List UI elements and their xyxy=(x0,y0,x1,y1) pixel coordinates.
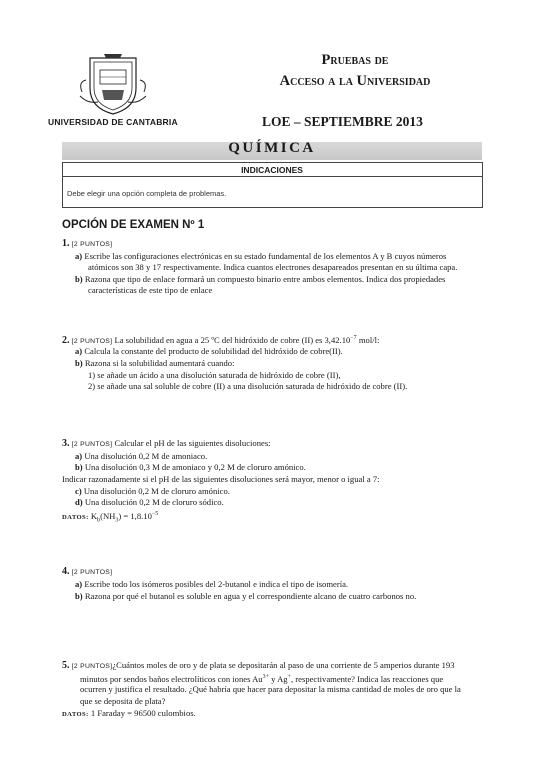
instructions-text: Debe elegir una opción completa de problemas. xyxy=(67,189,227,198)
question-1 xyxy=(62,238,112,250)
question-3: 3. [2 PUNTOS] Calcular el pH de las siguientes disoluciones: xyxy=(62,438,271,449)
question-1-part-b-cont: características de este tipo de enlace xyxy=(88,285,213,295)
question-4-part-b: b) Razona por qué el butanol es soluble en agua y el correspondiente alcano de cuatro carbonos no. xyxy=(75,591,417,601)
question-2: 2. [2 PUNTOS] La solubilidad en agua a 25 ºC del hidróxido de cobre (II) es $3,42.10^{-7}$ mol/l: xyxy=(62,334,380,346)
question-2-part-b2: 2) se añade una sal soluble de cobre (II) a una disolución saturada de hidróxido de cobre (II). xyxy=(88,381,408,391)
question-2-part-b: b) Razona si la solubilidad aumentará cuando: xyxy=(75,358,235,368)
question-3-part-b: b) Una disolución 0,3 M de amoniaco y 0,2 M de cloruro amónico. xyxy=(75,462,306,472)
university-seal xyxy=(78,52,148,116)
question-5-line3: ocurren y justifica el resultado. ¿Qué habría que hacer para depositar la misma cantidad de moles de oro que la xyxy=(80,684,461,694)
question-1-part-a: a) Escribe las configuraciones electrónicas en su estado fundamental de los elementos A y B cuyos números xyxy=(75,251,447,261)
question-3-mid: Indicar razonadamente si el pH de las siguientes disoluciones será mayor, menor o igual a 7: xyxy=(62,474,380,484)
question-4-part-a: a) Escribe todo los isómeros posibles del 2-butanol e indica el tipo de isomería. xyxy=(75,579,349,589)
question-4: 4. [2 PUNTOS] xyxy=(62,566,113,577)
instructions-title: INDICACIONES xyxy=(241,165,303,175)
exam-title-line2: Acceso a la Universidad xyxy=(279,73,431,89)
question-5-line4: que se deposita de plata? xyxy=(80,696,166,706)
question-points: [2 PUNTOS] xyxy=(71,241,113,248)
question-2-part-a: a) Calcula la constante del producto de solubilidad del hidróxido de cobre(II). xyxy=(75,346,343,356)
question-5-line2: minutos por sendos baños electrolíticos con iones $Au^{3+}$ y Ag+, respectivamente? Indica las reacciones que xyxy=(80,673,444,684)
exam-session: LOE – SEPTIEMBRE 2013 xyxy=(262,114,423,129)
subject-title: QUÍMICA xyxy=(228,140,316,156)
question-5: 5. [2 PUNTOS]¿Cuántos moles de oro y de plata se depositarán al paso de una corriente de 5 amperios durante 193 xyxy=(62,660,455,671)
instructions-divider xyxy=(62,176,482,177)
question-3-data: DATOS: $K_b(NH_3) = 1,8.10^{-5}$ xyxy=(62,510,159,524)
question-3-part-a: a) Una disolución 0,2 M de amoniaco. xyxy=(75,451,208,461)
option-title: OPCIÓN DE EXAMEN Nº 1 xyxy=(62,219,205,231)
question-5-data: DATOS: 1 Faraday = 96500 culombios. xyxy=(62,708,196,718)
question-1-part-a-cont: atómicos son 38 y 17 respectivamente. Indica cuantos electrones desapareados presentan en su última capa. xyxy=(88,262,458,272)
question-3-part-c: c) Una disolución 0,2 M de cloruro amónico. xyxy=(75,486,230,496)
question-3-part-d: d) Una disolución 0,2 M de cloruro sódico. xyxy=(75,497,224,507)
question-number: 1. xyxy=(62,238,70,249)
exam-title-line1: Pruebas de xyxy=(321,52,389,68)
question-2-part-b1: 1) se añade un ácido a una disolución saturada de hidróxido de cobre (II), xyxy=(88,370,341,380)
university-name: UNIVERSIDAD DE CANTABRIA xyxy=(48,117,178,127)
exam-title xyxy=(255,50,455,92)
question-1-part-b: b) Razona que tipo de enlace formará un compuesto binario entre ambos elementos. Indica dos propiedades xyxy=(75,274,446,284)
